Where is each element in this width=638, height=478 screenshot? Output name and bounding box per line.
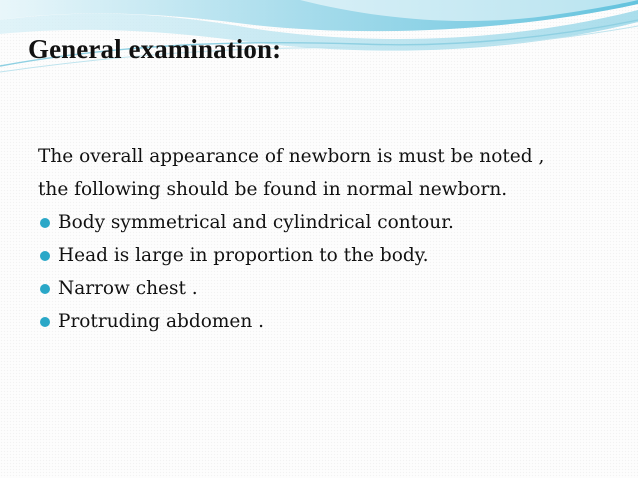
bullet-dot-icon xyxy=(40,317,50,327)
list-item xyxy=(38,206,618,239)
intro-line-2: the following should be found in normal newborn. xyxy=(38,179,508,200)
bullet-dot-icon xyxy=(40,284,50,294)
list-item-text: Head is large in proportion to the body. xyxy=(58,245,429,266)
finding-list xyxy=(38,206,618,338)
slide-body xyxy=(38,140,618,338)
list-item-text: Narrow chest . xyxy=(58,278,198,299)
list-item xyxy=(38,239,618,272)
list-item-text: Protruding abdomen . xyxy=(58,311,265,332)
list-item xyxy=(38,272,618,305)
slide-title: General examination: xyxy=(28,34,282,64)
intro-paragraph xyxy=(38,140,618,206)
intro-line-1: The overall appearance of newborn is must be noted , xyxy=(38,146,545,167)
bullet-dot-icon xyxy=(40,218,50,228)
list-item xyxy=(38,305,618,338)
bullet-dot-icon xyxy=(40,251,50,261)
list-item-text: Body symmetrical and cylindrical contour. xyxy=(58,212,454,233)
